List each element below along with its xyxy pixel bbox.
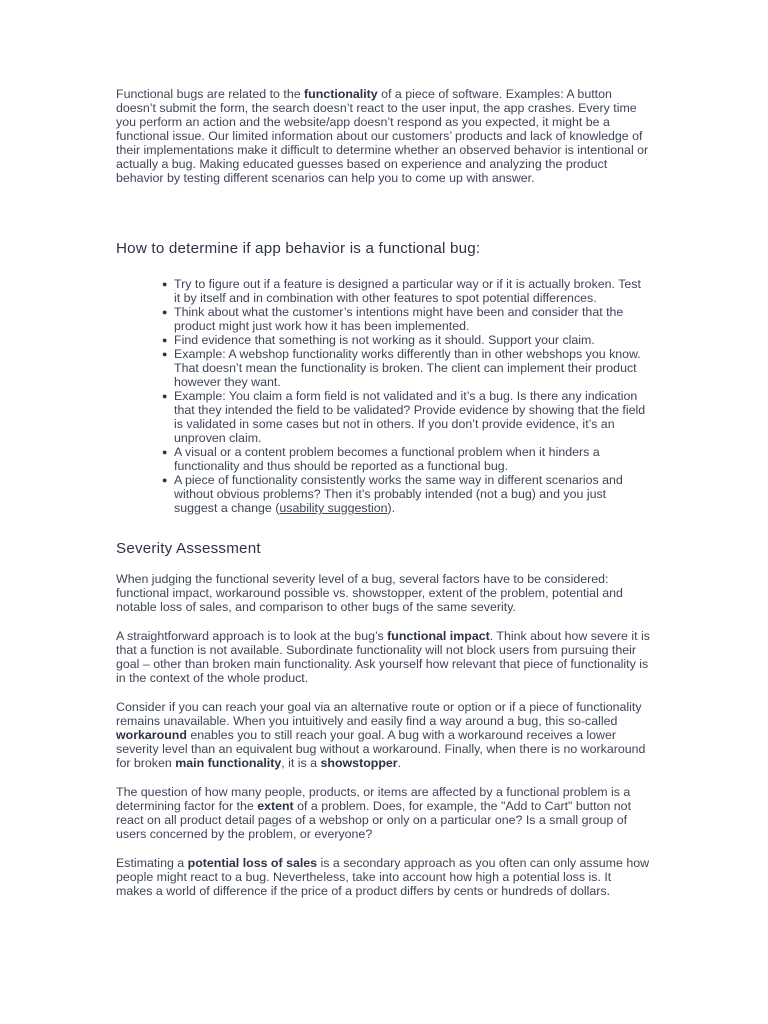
bullet-icon: ● — [162, 447, 168, 457]
p5-text-2: is a secondary approach as you often can only assume how people might react to a bug. Nevertheless, take into account how high a potential loss is. It makes a world of difference if the price of a product differs by cents or hundreds of dollars. — [116, 856, 650, 898]
severity-paragraph-4 — [116, 785, 650, 841]
severity-paragraph-1: When judging the functional severity level of a bug, several factors have to be considered: functional impact, workaround possible vs. showstopper, extent of the problem, potential and notable loss of sales, and comparison to other bugs of the same severity. — [116, 572, 623, 614]
functional-bug-list — [150, 277, 650, 515]
bullet-icon: ● — [162, 307, 168, 317]
p2-text-1: A straightforward approach is to look at the bug’s — [116, 629, 388, 643]
list-item-text: A piece of functionality consistently works the same way in different scenarios and without obvious problems? Then it’s probably intended (not a bug) and you just suggest a change ( — [174, 473, 623, 515]
list-item — [162, 473, 650, 515]
list-item-text-end: ). — [387, 501, 396, 515]
bullet-icon: ● — [162, 475, 168, 485]
bullet-icon: ● — [162, 349, 168, 359]
intro-bold-functionality: functionality — [304, 87, 378, 101]
intro-text-1: Functional bugs are related to the — [116, 87, 305, 101]
intro-text-2: of a piece of software. Examples: A button doesn’t submit the form, the search doesn’t react to the user input, the app crashes. Every time you perform an action and the website/app doesn’t respond as you expected, it might be a functional issue. Our limited information about our customers’ products and lack of knowledge of their implementations make it difficult to determine whether an observed behavior is intentional or actually a bug. Making educated guesses based on experience and analyzing the product behavior by testing different scenarios can help you to come up with answer. — [116, 87, 649, 185]
list-item — [162, 347, 650, 389]
p3-bold-main-functionality: main functionality — [175, 756, 282, 770]
p5-bold-potential-loss: potential loss of sales — [187, 856, 318, 870]
list-item — [162, 305, 650, 333]
list-item — [162, 389, 650, 445]
heading-severity-assessment: Severity Assessment — [116, 540, 261, 557]
list-item-text: Find evidence that something is not working as it should. Support your claim. — [174, 333, 595, 347]
usability-suggestion-link[interactable]: usability suggestion — [279, 501, 388, 515]
severity-paragraph-2 — [116, 629, 650, 685]
p4-text-2: of a problem. Does, for example, the "Add to Cart" button not react on all product detail pages of a webshop or only on a particular one? Is a small group of users concerned by the problem, or everyone? — [116, 799, 632, 841]
bullet-icon: ● — [162, 391, 168, 401]
list-item-text: Try to figure out if a feature is designed a particular way or if it is actually broken. Test it by itself and in combination with other features to spot potential differences. — [174, 277, 641, 305]
p4-text-1: The question of how many people, products, or items are affected by a functional problem is a determining factor for the — [116, 785, 631, 813]
severity-paragraph-5 — [116, 856, 650, 898]
p2-text-2: . Think about how severe it is that a function is not available. Subordinate functionality will not block users from pursuing their goal – other than broken main functionality. Ask yourself how relevant that piece of functionality is in the context of the whole product. — [116, 629, 650, 685]
list-item-text: Think about what the customer’s intentions might have been and consider that the product might just work how it has been implemented. — [174, 305, 624, 333]
heading-functional-bug: How to determine if app behavior is a functional bug: — [116, 240, 481, 257]
list-item-text: Example: A webshop functionality works differently than in other webshops you know. That doesn’t mean the functionality is broken. The client can implement their product however they want. — [174, 347, 641, 389]
bullet-icon: ● — [162, 279, 168, 289]
p3-text-3: , it is a — [281, 756, 321, 770]
list-item-text: A visual or a content problem becomes a functional problem when it hinders a functionality and thus should be reported as a functional bug. — [174, 445, 600, 473]
list-item — [162, 333, 650, 347]
list-item — [162, 277, 650, 305]
p3-bold-showstopper: showstopper — [320, 756, 398, 770]
p2-bold-functional-impact: functional impact — [387, 629, 490, 643]
p5-text-1: Estimating a — [116, 856, 188, 870]
p3-bold-workaround: workaround — [116, 728, 187, 742]
p4-bold-extent: extent — [257, 799, 294, 813]
intro-paragraph — [116, 87, 650, 185]
list-item — [162, 445, 650, 473]
p3-text-1: Consider if you can reach your goal via an alternative route or option or if a piece of functionality remains unavailable. When you intuitively and easily find a way around a bug, this so-called — [116, 700, 642, 728]
document-content — [116, 87, 650, 898]
p3-text-2: enables you to still reach your goal. A bug with a workaround receives a lower severity level than an equivalent bug without a workaround. Finally, when there is no workaround for broken — [116, 728, 646, 770]
p3-text-4: . — [397, 756, 402, 770]
bullet-icon: ● — [162, 335, 168, 345]
list-item-text: Example: You claim a form field is not validated and it’s a bug. Is there any indication that they intended the field to be validated? Provide evidence by showing that the field is validated in some cases but not in others. If you don’t provide evidence, it’s an unproven claim. — [174, 389, 646, 445]
severity-paragraph-3 — [116, 700, 650, 770]
